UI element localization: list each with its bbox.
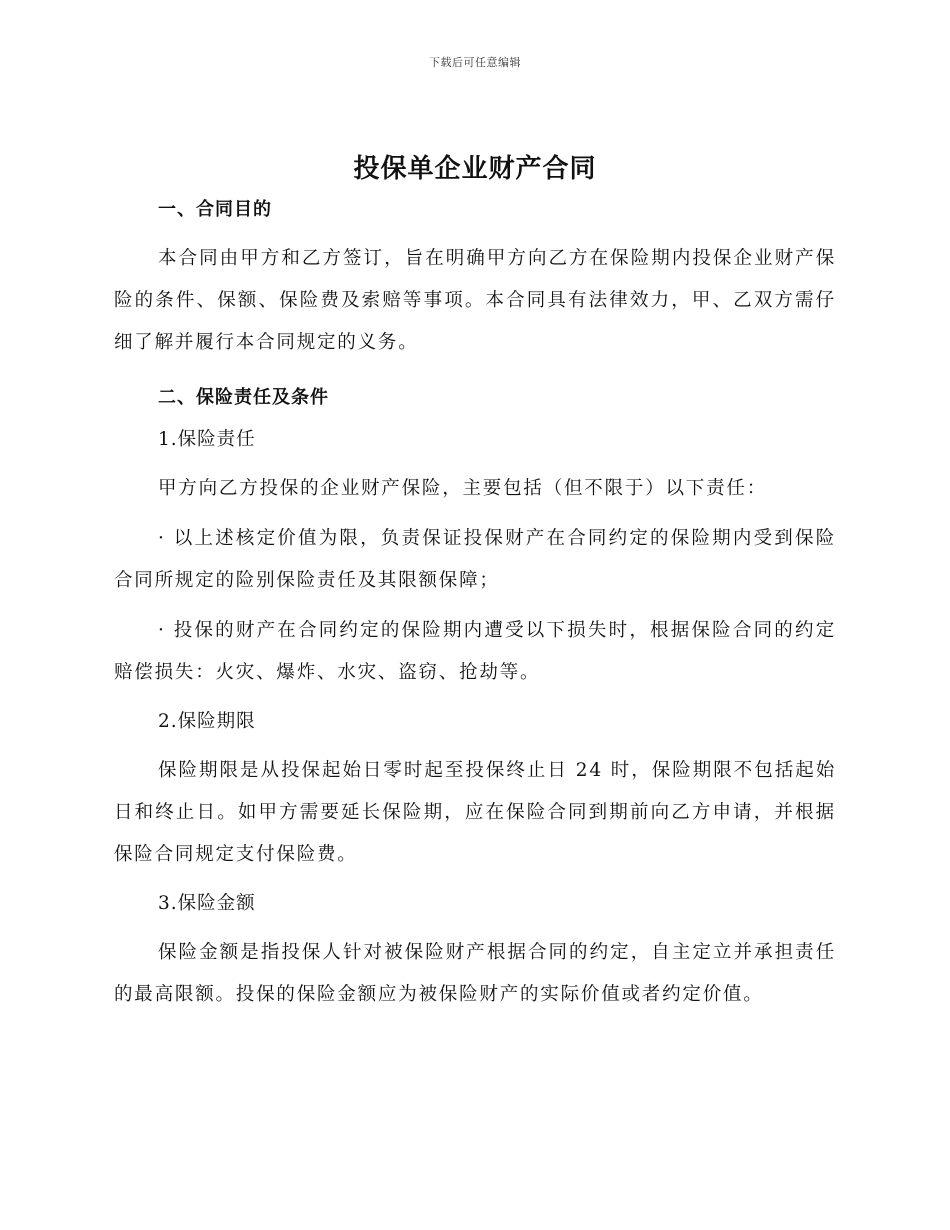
subheading-period: 2.保险期限 [158,711,256,732]
paragraph-liability-intro: 甲方向乙方投保的企业财产保险，主要包括（但不限于）以下责任： [158,478,768,499]
section-heading-purpose: 一、合同目的 [158,199,272,220]
bullet-item-loss-compensation: · 投保的财产在合同约定的保险期内遭受以下损失时，根据保险合同的约定赔偿损失：火灾、爆炸、水灾、盗窃、抢劫等。 [114,620,836,683]
subheading-liability: 1.保险责任 [158,429,256,450]
document-body [114,196,836,1016]
header-note: 下载后可任意编辑 [429,56,521,69]
bullet-item-coverage-limit: · 以上述核定价值为限，负责保证投保财产在合同约定的保险期内受到保险合同所规定的险别保险责任及其限额保障； [114,528,836,591]
paragraph-amount: 保险金额是指投保人针对被保险财产根据合同的约定，自主定立并承担责任的最高限额。投保的保险金额应为被保险财产的实际价值或者约定价值。 [114,942,836,1005]
paragraph-purpose: 本合同由甲方和乙方签订，旨在明确甲方向乙方在保险期内投保企业财产保险的条件、保额、保险费及索赔等事项。本合同具有法律效力，甲、乙双方需仔细了解并履行本合同规定的义务。 [114,248,836,353]
document-title: 投保单企业财产合同 [353,154,597,184]
subheading-amount: 3.保险金额 [158,893,256,914]
section-heading-liability: 二、保险责任及条件 [158,387,329,408]
paragraph-period: 保险期限是从投保起始日零时起至投保终止日 24 时，保险期限不包括起始日和终止日。如甲方需要延长保险期，应在保险合同到期前向乙方申请，并根据保险合同规定支付保险费。 [114,760,836,865]
